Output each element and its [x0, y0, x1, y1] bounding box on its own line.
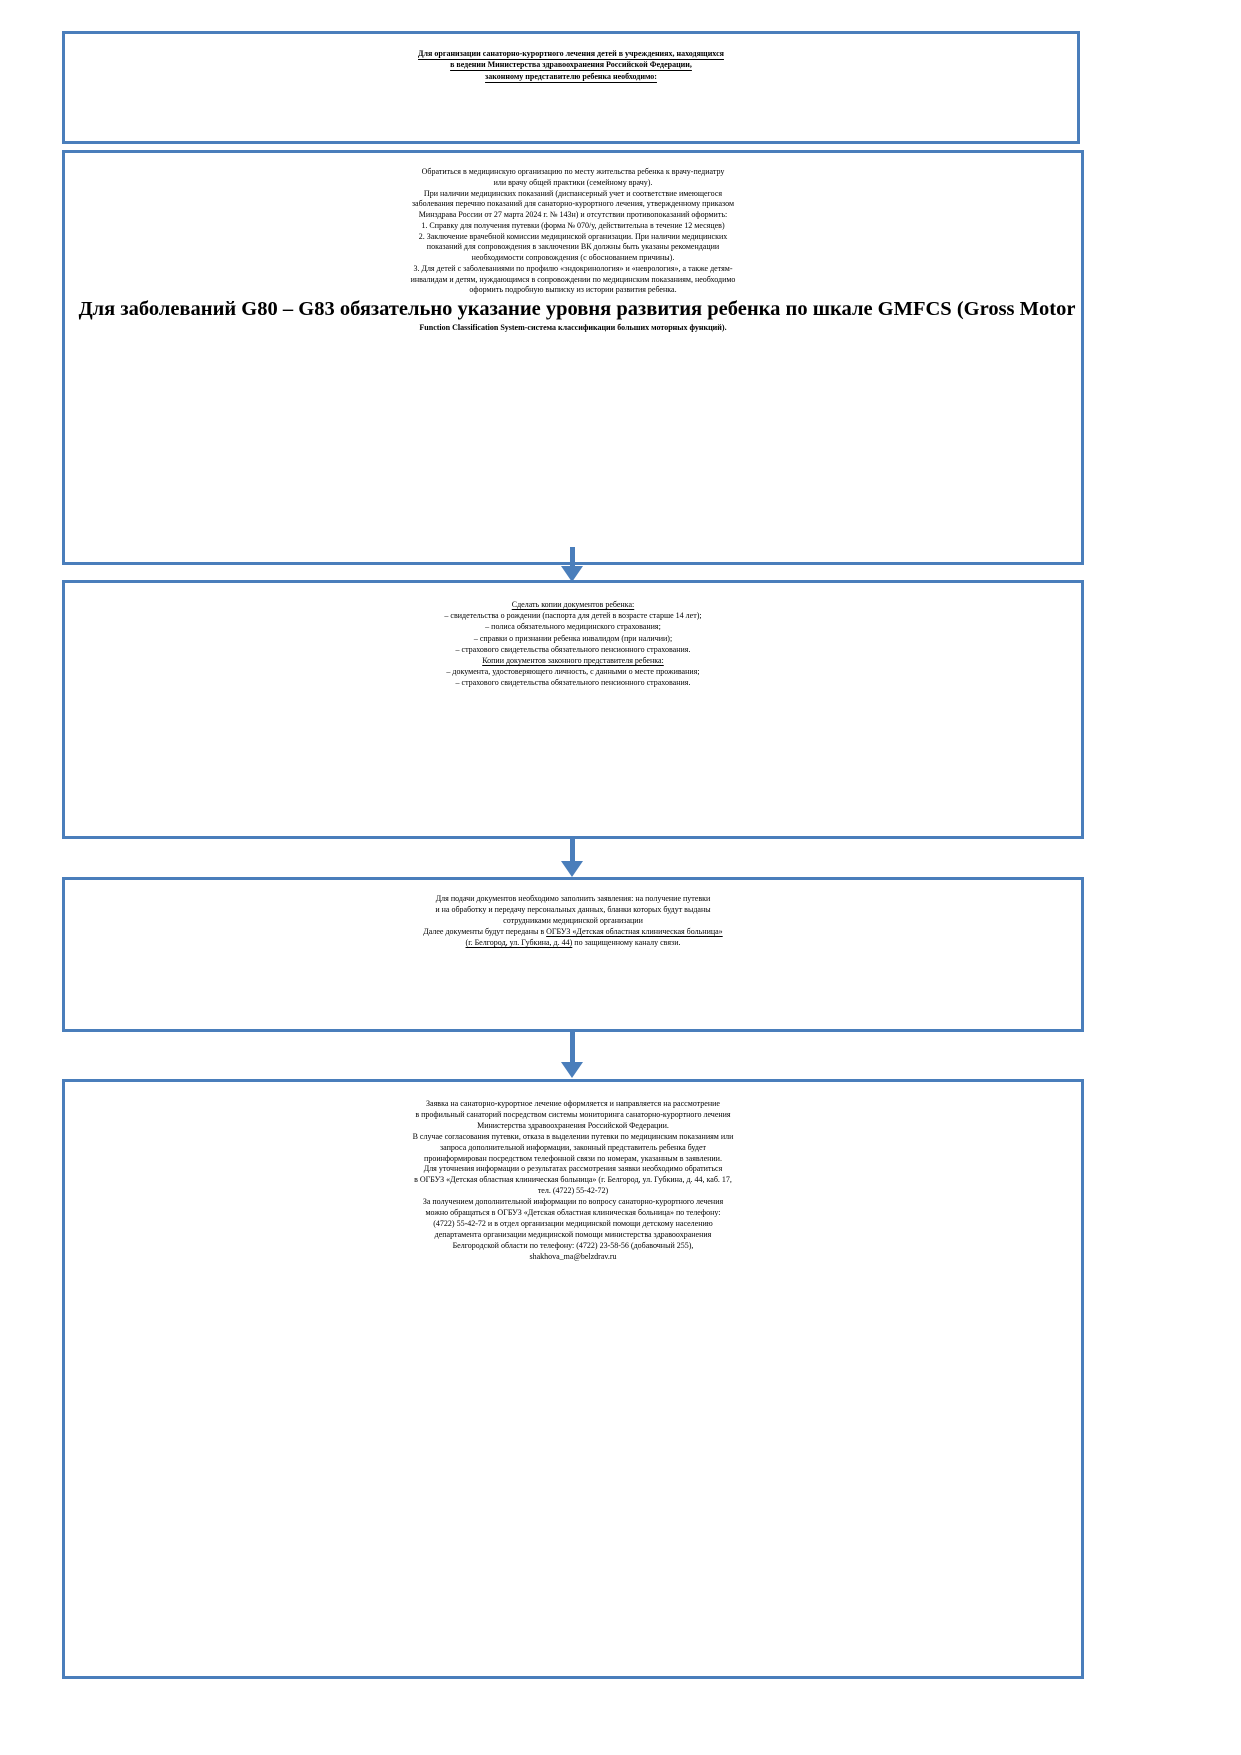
- apply-line-2: и на обработку и передачу персональных данных, бланки которых будут выданы: [435, 904, 711, 914]
- down-arrow-icon-3: [557, 1032, 587, 1079]
- gmfcs-note-line-1: Для заболеваний G80 – G83 обязательно указание уровня развития ребенка по шкале GMFCS (Gross Motor: [78, 298, 1076, 320]
- copies-child-item-3: – справки о признании ребенка инвалидом (при наличии);: [473, 633, 673, 643]
- final-line-1: Заявка на санаторно-курортное лечение оформляется и направляется на рассмотрение: [426, 1099, 720, 1108]
- final-phone-line-2: (4722) 55-42-72 и в отдел организации медицинской помощи детскому населению: [433, 1218, 713, 1228]
- final-line-3: Министерства здравоохранения Российской Федерации.: [477, 1120, 669, 1130]
- arrow-head: [561, 861, 583, 877]
- down-arrow-icon-1: [557, 547, 587, 581]
- copies-step-box: [62, 580, 1084, 839]
- final-email: shakhova_ma@belzdrav.ru: [529, 1251, 617, 1261]
- apply-hospital-name: ОГБУЗ «Детская областная клиническая больница»: [546, 926, 723, 936]
- referral-item-3-line-3: оформить подробную выписку из истории развития ребенка.: [469, 285, 677, 295]
- referral-item-3-line-1: 3. Для детей с заболеваниями по профилю «эндокринология» и «неврология», а также детям-: [413, 263, 733, 273]
- final-line-7: Для уточнения информации о результатах рассмотрения заявки необходимо обратиться: [423, 1164, 723, 1174]
- referral-line-3: При наличии медицинских показаний (диспансерный учет и соответствие имеющегося: [423, 188, 723, 198]
- apply-line-4: [65, 927, 1081, 938]
- final-phone-line-1: тел. (4722) 55-42-72): [537, 1186, 609, 1196]
- referral-line-1: Обратиться в медицинскую организацию по месту жительства ребенка к врачу-педиатру: [421, 167, 725, 176]
- final-line-8: в ОГБУЗ «Детская областная клиническая больница» (г. Белгород, ул. Губкина, д. 44, каб. 17,: [414, 1175, 732, 1185]
- apply-line-4-prefix: Далее документы будут переданы в: [423, 926, 547, 936]
- gmfcs-note-line-2: Function Classification System-система классификации больших моторных функций).: [419, 322, 727, 332]
- final-line-10: За получением дополнительной информации по вопросу санаторно-курортного лечения: [422, 1197, 724, 1207]
- referral-item-3-line-2: инвалидам и детям, нуждающимся в сопровождении по медицинским показаниям, необходимо: [410, 274, 736, 284]
- referral-line-5: Минздрава России от 27 марта 2024 г. № 143н) и отсутствии противопоказаний оформить:: [418, 210, 728, 219]
- copies-child-item-1: – свидетельства о рождении (паспорта для детей в возрасте старше 14 лет);: [444, 611, 702, 621]
- header-line-1: Для организации санаторно-курортного лечения детей в учреждениях, находящихся: [418, 49, 724, 58]
- header-line-3: законному представителю ребенка необходимо:: [485, 71, 657, 81]
- arrow-shaft: [570, 839, 575, 862]
- copies-representative-item-1: – документа, удостоверяющего личность, с данными о месте проживания;: [446, 667, 700, 677]
- referral-item-1: 1. Справку для получения путевки (форма № 070/у, действительна в течение 12 месяцев): [421, 220, 725, 230]
- copies-representative-heading: Копии документов законного представителя ребенка:: [482, 655, 664, 665]
- arrow-shaft: [570, 547, 575, 567]
- arrow-head: [561, 1062, 583, 1078]
- copies-representative-item-2: – страхового свидетельства обязательного пенсионного страхования.: [455, 678, 691, 688]
- header-line-2: в ведении Министерства здравоохранения Российской Федерации,: [450, 60, 692, 70]
- referral-line-2: или врачу общей практики (семейному врачу).: [493, 177, 653, 187]
- down-arrow-icon-2: [557, 839, 587, 877]
- arrow-shaft: [570, 1032, 575, 1063]
- copies-child-heading: Сделать копии документов ребенка:: [511, 600, 635, 609]
- header-box: [62, 31, 1080, 144]
- apply-line-5-suffix: по защищенному каналу связи.: [572, 937, 681, 947]
- apply-line-1: Для подачи документов необходимо заполнить заявления: на получение путевки: [435, 894, 711, 903]
- referral-line-4: заболевания перечню показаний для санаторно-курортного лечения, утвержденному приказом: [411, 199, 735, 209]
- final-line-13: департамента организации медицинской помощи министерства здравоохранения: [434, 1229, 712, 1239]
- final-line-5: запроса дополнительной информации, законный представитель ребенка будет: [439, 1142, 707, 1152]
- copies-child-item-2: – полиса обязательного медицинского страхования;: [485, 622, 661, 632]
- final-phone-line-3: Белгородской области по телефону: (4722) 23-58-56 (добавочный 255),: [452, 1240, 694, 1250]
- apply-hospital-address: (г. Белгород, ул. Губкина, д. 44): [465, 937, 573, 947]
- referral-item-2-line-1: 2. Заключение врачебной комиссии медицинской организации. При наличии медицинских: [418, 231, 728, 241]
- final-line-4: В случае согласования путевки, отказа в выделении путевки по медицинским показаниям или: [412, 1131, 734, 1141]
- final-line-2: в профильный санаторий посредством системы мониторинга санаторно-курортного лечения: [415, 1109, 731, 1119]
- final-line-6: проинформирован посредством телефонной связи по номерам, указанным в заявлении.: [424, 1153, 722, 1163]
- apply-line-3: сотрудниками медицинской организации: [503, 915, 643, 925]
- final-line-11: можно обращаться в ОГБУЗ «Детская областная клиническая больница» по телефону:: [425, 1208, 721, 1218]
- referral-step-box: [62, 150, 1084, 565]
- referral-item-2-line-3: необходимости сопровождения (с обоснованием причины).: [471, 253, 675, 262]
- final-info-box: [62, 1079, 1084, 1679]
- application-step-box: [62, 877, 1084, 1032]
- apply-line-5: [65, 938, 1081, 949]
- copies-child-item-4: – страхового свидетельства обязательного пенсионного страхования.: [455, 644, 691, 654]
- referral-item-2-line-2: показаний для сопровождения в заключении ВК должны быть указаны рекомендации: [426, 242, 720, 252]
